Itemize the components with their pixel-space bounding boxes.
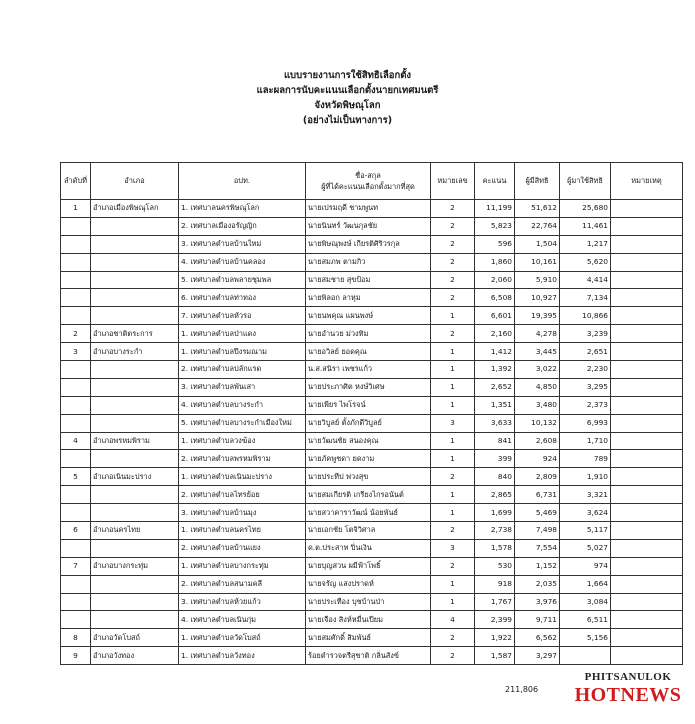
table-row xyxy=(61,450,683,468)
cell-eligible: 7,498 xyxy=(515,522,560,540)
cell-voted: 6,993 xyxy=(560,414,611,432)
cell-district: อำเภอวัดโบสถ์ xyxy=(91,629,179,647)
cell-voted: 4,414 xyxy=(560,271,611,289)
cell-note xyxy=(611,539,683,557)
cell-voted: 1,710 xyxy=(560,432,611,450)
cell-ballot: 2 xyxy=(431,217,475,235)
cell-district xyxy=(91,539,179,557)
cell-voted: 2,373 xyxy=(560,396,611,414)
cell-eligible: 7,554 xyxy=(515,539,560,557)
cell-voted: 3,295 xyxy=(560,378,611,396)
cell-candidate: นายประทีป พ่วงสุข xyxy=(306,468,431,486)
table-row xyxy=(61,200,683,218)
cell-no xyxy=(61,235,91,253)
cell-district: อำเภอเมืองพิษณุโลก xyxy=(91,200,179,218)
cell-district xyxy=(91,378,179,396)
table-row xyxy=(61,504,683,522)
cell-district xyxy=(91,575,179,593)
cell-no xyxy=(61,217,91,235)
cell-eligible: 10,132 xyxy=(515,414,560,432)
cell-votes: 1,860 xyxy=(475,253,515,271)
cell-voted: 3,624 xyxy=(560,504,611,522)
cell-district xyxy=(91,414,179,432)
cell-eligible: 4,278 xyxy=(515,325,560,343)
cell-votes: 1,412 xyxy=(475,343,515,361)
cell-note xyxy=(611,361,683,379)
cell-candidate: นายจรัญ แสงปราดห์ xyxy=(306,575,431,593)
cell-eligible: 6,562 xyxy=(515,629,560,647)
col-header-candidate xyxy=(306,163,431,200)
cell-ballot: 1 xyxy=(431,593,475,611)
report-status: (อย่างไม่เป็นทางการ) xyxy=(302,115,393,126)
cell-ballot: 2 xyxy=(431,468,475,486)
cell-votes: 2,865 xyxy=(475,486,515,504)
cell-note xyxy=(611,235,683,253)
cell-voted: 3,084 xyxy=(560,593,611,611)
cell-ballot: 2 xyxy=(431,522,475,540)
table-row xyxy=(61,289,683,307)
cell-voted xyxy=(560,647,611,665)
cell-candidate: น.ส.สนิรา เพชรแก้ว xyxy=(306,361,431,379)
cell-ballot: 2 xyxy=(431,235,475,253)
cell-eligible: 10,161 xyxy=(515,253,560,271)
cell-votes: 5,823 xyxy=(475,217,515,235)
cell-votes: 11,199 xyxy=(475,200,515,218)
cell-no: 6 xyxy=(61,522,91,540)
cell-district xyxy=(91,271,179,289)
cell-eligible: 22,764 xyxy=(515,217,560,235)
report-title: แบบรายงานการใช้สิทธิเลือกตั้ง xyxy=(283,70,412,81)
watermark-line1: PHITSANULOK xyxy=(584,671,672,683)
cell-candidate: ร้อยตำรวจตรีสุชาติ กลิ่นสังข์ xyxy=(306,647,431,665)
cell-votes: 2,738 xyxy=(475,522,515,540)
cell-district: อำเภอวังทอง xyxy=(91,647,179,665)
report-subtitle: และผลการนับคะแนนเลือกตั้งนายกเทศมนตรี xyxy=(256,85,439,96)
cell-note xyxy=(611,217,683,235)
table-row xyxy=(61,271,683,289)
cell-note xyxy=(611,343,683,361)
cell-municipality: 1. เทศบาลตำบลนครไทย xyxy=(179,522,306,540)
cell-ballot: 3 xyxy=(431,414,475,432)
cell-district xyxy=(91,289,179,307)
cell-district xyxy=(91,235,179,253)
cell-no: 7 xyxy=(61,557,91,575)
cell-candidate: นายเจือง สิงห์หมื่นเปียม xyxy=(306,611,431,629)
table-row xyxy=(61,343,683,361)
cell-votes: 3,633 xyxy=(475,414,515,432)
cell-candidate: นายเอกชัย โตจิวิศาล xyxy=(306,522,431,540)
cell-ballot: 1 xyxy=(431,378,475,396)
cell-municipality: 2. เทศบาลตำบลไทรย้อย xyxy=(179,486,306,504)
cell-votes: 530 xyxy=(475,557,515,575)
table-row xyxy=(61,629,683,647)
table-row xyxy=(61,217,683,235)
table-row xyxy=(61,486,683,504)
col-header-votes: คะแนน xyxy=(475,163,515,200)
cell-no: 3 xyxy=(61,343,91,361)
cell-no: 4 xyxy=(61,432,91,450)
cell-votes: 2,060 xyxy=(475,271,515,289)
cell-municipality: 2. เทศบาลตำบลพรหมพิราม xyxy=(179,450,306,468)
cell-district: อำเภอบางระกำ xyxy=(91,343,179,361)
cell-ballot: 2 xyxy=(431,557,475,575)
cell-municipality: 1. เทศบาลตำบลปึงรมณาม xyxy=(179,343,306,361)
cell-district xyxy=(91,361,179,379)
cell-candidate: นายสมเกียรติ เกรียงไกรอนันต์ xyxy=(306,486,431,504)
cell-votes: 1,587 xyxy=(475,647,515,665)
cell-district xyxy=(91,253,179,271)
cell-votes: 2,652 xyxy=(475,378,515,396)
cell-note xyxy=(611,432,683,450)
cell-ballot: 1 xyxy=(431,432,475,450)
table-row xyxy=(61,253,683,271)
cell-votes: 2,160 xyxy=(475,325,515,343)
cell-voted: 6,511 xyxy=(560,611,611,629)
cell-candidate: นายสมศักดิ์ สิมพันธ์ xyxy=(306,629,431,647)
table-row xyxy=(61,539,683,557)
cell-no: 5 xyxy=(61,468,91,486)
results-table xyxy=(60,162,683,665)
cell-voted: 7,134 xyxy=(560,289,611,307)
cell-ballot: 2 xyxy=(431,271,475,289)
cell-votes: 1,578 xyxy=(475,539,515,557)
cell-note xyxy=(611,486,683,504)
cell-note xyxy=(611,325,683,343)
cell-ballot: 1 xyxy=(431,307,475,325)
cell-note xyxy=(611,450,683,468)
table-row xyxy=(61,325,683,343)
cell-no: 8 xyxy=(61,629,91,647)
cell-voted: 5,620 xyxy=(560,253,611,271)
cell-candidate: นายอวิลย์ ยอดคุณ xyxy=(306,343,431,361)
table-row xyxy=(61,361,683,379)
cell-eligible: 51,612 xyxy=(515,200,560,218)
table-row xyxy=(61,647,683,665)
cell-eligible: 6,731 xyxy=(515,486,560,504)
table-row xyxy=(61,396,683,414)
col-header-candidate-line1: ชื่อ-สกุล xyxy=(355,171,381,180)
report-province: จังหวัดพิษณุโลก xyxy=(314,100,381,111)
cell-voted: 789 xyxy=(560,450,611,468)
table-row xyxy=(61,522,683,540)
cell-district xyxy=(91,486,179,504)
col-header-ballot: หมายเลข xyxy=(431,163,475,200)
cell-municipality: 2. เทศบาลเมืองอรัญญิก xyxy=(179,217,306,235)
cell-eligible: 924 xyxy=(515,450,560,468)
cell-eligible: 9,711 xyxy=(515,611,560,629)
cell-note xyxy=(611,378,683,396)
cell-candidate: นายภัคพูชดา ยดงาม xyxy=(306,450,431,468)
table-row xyxy=(61,611,683,629)
cell-ballot: 1 xyxy=(431,361,475,379)
cell-candidate: ด.ต.ประสาท ปิ่นเงิน xyxy=(306,539,431,557)
cell-eligible: 1,504 xyxy=(515,235,560,253)
table-row xyxy=(61,378,683,396)
cell-voted: 5,117 xyxy=(560,522,611,540)
cell-candidate: นายประภาศิต หงษ์วิเศษ xyxy=(306,378,431,396)
cell-note xyxy=(611,289,683,307)
cell-district: อำเภอบางกระทุ่ม xyxy=(91,557,179,575)
table-row xyxy=(61,432,683,450)
cell-ballot: 1 xyxy=(431,396,475,414)
cell-voted: 2,230 xyxy=(560,361,611,379)
cell-district: อำเภอนครไทย xyxy=(91,522,179,540)
cell-votes: 596 xyxy=(475,235,515,253)
cell-eligible: 2,809 xyxy=(515,468,560,486)
cell-votes: 1,699 xyxy=(475,504,515,522)
cell-candidate: นายเปรมฤดี ชามพูนท xyxy=(306,200,431,218)
cell-candidate: นายประเทือง บุชบ้านป่า xyxy=(306,593,431,611)
cell-no xyxy=(61,361,91,379)
cell-municipality: 1. เทศบาลนครพิษณุโลก xyxy=(179,200,306,218)
cell-municipality: 4. เทศบาลตำบลเนินกุ่ม xyxy=(179,611,306,629)
cell-eligible: 3,297 xyxy=(515,647,560,665)
cell-eligible: 2,035 xyxy=(515,575,560,593)
cell-ballot: 2 xyxy=(431,325,475,343)
cell-note xyxy=(611,557,683,575)
cell-eligible: 10,927 xyxy=(515,289,560,307)
cell-ballot: 1 xyxy=(431,486,475,504)
cell-no xyxy=(61,414,91,432)
cell-district: อำเภอเนินมะปราง xyxy=(91,468,179,486)
cell-ballot: 1 xyxy=(431,343,475,361)
cell-no xyxy=(61,486,91,504)
cell-votes: 1,351 xyxy=(475,396,515,414)
cell-ballot: 2 xyxy=(431,647,475,665)
cell-eligible: 3,480 xyxy=(515,396,560,414)
cell-municipality: 1. เทศบาลตำบลวัดโบสถ์ xyxy=(179,629,306,647)
cell-note xyxy=(611,504,683,522)
cell-candidate: นายบุญสวน ผมีฟ้าโพธิ์ xyxy=(306,557,431,575)
cell-note xyxy=(611,271,683,289)
cell-voted: 1,910 xyxy=(560,468,611,486)
cell-ballot: 2 xyxy=(431,289,475,307)
table-row xyxy=(61,593,683,611)
cell-no xyxy=(61,539,91,557)
cell-ballot: 1 xyxy=(431,575,475,593)
col-header-note: หมายเหตุ xyxy=(611,163,683,200)
cell-votes: 1,392 xyxy=(475,361,515,379)
cell-ballot: 4 xyxy=(431,611,475,629)
table-row xyxy=(61,235,683,253)
cell-votes: 841 xyxy=(475,432,515,450)
cell-no: 1 xyxy=(61,200,91,218)
col-header-municipality: อปท. xyxy=(179,163,306,200)
table-header-row xyxy=(61,163,683,200)
cell-votes: 918 xyxy=(475,575,515,593)
cell-no: 9 xyxy=(61,647,91,665)
cell-ballot: 1 xyxy=(431,450,475,468)
cell-no xyxy=(61,575,91,593)
cell-note xyxy=(611,575,683,593)
cell-votes: 399 xyxy=(475,450,515,468)
cell-municipality: 7. เทศบาลตำบลหัวรอ xyxy=(179,307,306,325)
table-body xyxy=(61,200,683,665)
cell-voted: 3,239 xyxy=(560,325,611,343)
cell-candidate: นายสมชาย สุขป้อม xyxy=(306,271,431,289)
cell-votes: 2,399 xyxy=(475,611,515,629)
cell-candidate: นายวิบูลย์ ตั้งภักดีวิบูลย์ xyxy=(306,414,431,432)
cell-no xyxy=(61,253,91,271)
cell-eligible: 2,608 xyxy=(515,432,560,450)
cell-district xyxy=(91,396,179,414)
cell-voted: 25,680 xyxy=(560,200,611,218)
cell-voted: 5,027 xyxy=(560,539,611,557)
watermark-line2: HOTNEWS xyxy=(574,684,682,706)
cell-no xyxy=(61,289,91,307)
cell-no xyxy=(61,378,91,396)
cell-candidate: นายสมภพ ตามกิว xyxy=(306,253,431,271)
cell-note xyxy=(611,414,683,432)
cell-ballot: 3 xyxy=(431,539,475,557)
cell-ballot: 1 xyxy=(431,504,475,522)
col-header-candidate-line2: ผู้ที่ได้คะแนนเลือกตั้งมากที่สุด xyxy=(321,182,415,191)
cell-municipality: 1. เทศบาลตำบลป่าแดง xyxy=(179,325,306,343)
cell-votes: 6,508 xyxy=(475,289,515,307)
cell-municipality: 3. เทศบาลตำบลบ้านมุง xyxy=(179,504,306,522)
cell-eligible: 3,445 xyxy=(515,343,560,361)
col-header-eligible: ผู้มีสิทธิ xyxy=(515,163,560,200)
cell-voted: 10,866 xyxy=(560,307,611,325)
cell-municipality: 2. เทศบาลตำบลปลักแรด xyxy=(179,361,306,379)
cell-eligible: 5,469 xyxy=(515,504,560,522)
table-row xyxy=(61,575,683,593)
cell-municipality: 4. เทศบาลตำบลบางระกำ xyxy=(179,396,306,414)
cell-eligible: 5,910 xyxy=(515,271,560,289)
watermark-logo xyxy=(566,671,690,706)
cell-district xyxy=(91,593,179,611)
cell-note xyxy=(611,253,683,271)
cell-municipality: 1. เทศบาลตำบลวงฆ้อง xyxy=(179,432,306,450)
cell-district xyxy=(91,450,179,468)
cell-votes: 1,922 xyxy=(475,629,515,647)
cell-eligible: 1,152 xyxy=(515,557,560,575)
cell-candidate: นายพิลอก ลาหุม xyxy=(306,289,431,307)
cell-candidate: นายอำนวย ม่วงทิม xyxy=(306,325,431,343)
cell-municipality: 2. เทศบาลตำบลสนามคลี xyxy=(179,575,306,593)
cell-voted: 11,461 xyxy=(560,217,611,235)
cell-candidate: นายวัฒนชัย สนองคุณ xyxy=(306,432,431,450)
cell-municipality: 4. เทศบาลตำบลบ้านคลอง xyxy=(179,253,306,271)
cell-municipality: 1. เทศบาลตำบลวังทอง xyxy=(179,647,306,665)
cell-municipality: 1. เทศบาลตำบลบางกระทุ่ม xyxy=(179,557,306,575)
cell-votes: 6,601 xyxy=(475,307,515,325)
cell-candidate: นายสวาคาราวัฒน์ น้อยพันธ์ xyxy=(306,504,431,522)
cell-no xyxy=(61,396,91,414)
cell-municipality: 6. เทศบาลตำบลท่าทอง xyxy=(179,289,306,307)
cell-ballot: 2 xyxy=(431,200,475,218)
cell-note xyxy=(611,396,683,414)
cell-eligible: 3,976 xyxy=(515,593,560,611)
cell-note xyxy=(611,468,683,486)
cell-municipality: 1. เทศบาลตำบลเนินมะปราง xyxy=(179,468,306,486)
total-votes: 211,806 xyxy=(505,685,539,694)
cell-note xyxy=(611,307,683,325)
cell-note xyxy=(611,647,683,665)
col-header-no: ลำดับที่ xyxy=(61,163,91,200)
cell-voted: 3,321 xyxy=(560,486,611,504)
cell-note xyxy=(611,522,683,540)
cell-no xyxy=(61,593,91,611)
cell-votes: 840 xyxy=(475,468,515,486)
cell-municipality: 3. เทศบาลตำบลบ้านใหม่ xyxy=(179,235,306,253)
cell-district xyxy=(91,217,179,235)
cell-district xyxy=(91,504,179,522)
cell-note xyxy=(611,611,683,629)
col-header-voted: ผู้มาใช้สิทธิ xyxy=(560,163,611,200)
cell-ballot: 2 xyxy=(431,629,475,647)
cell-voted: 5,156 xyxy=(560,629,611,647)
cell-municipality: 3. เทศบาลตำบลห้วยแก้ว xyxy=(179,593,306,611)
cell-note xyxy=(611,200,683,218)
cell-voted: 2,651 xyxy=(560,343,611,361)
cell-district xyxy=(91,611,179,629)
cell-no: 2 xyxy=(61,325,91,343)
cell-no xyxy=(61,271,91,289)
cell-eligible: 4,850 xyxy=(515,378,560,396)
cell-eligible: 3,022 xyxy=(515,361,560,379)
cell-no xyxy=(61,307,91,325)
cell-candidate: นายนพคุณ แผนพงษ์ xyxy=(306,307,431,325)
cell-district: อำเภอพรหมพิราม xyxy=(91,432,179,450)
cell-ballot: 2 xyxy=(431,253,475,271)
cell-votes: 1,767 xyxy=(475,593,515,611)
cell-municipality: 5. เทศบาลตำบลบางระกำเมืองใหม่ xyxy=(179,414,306,432)
col-header-district: อำเภอ xyxy=(91,163,179,200)
cell-municipality: 5. เทศบาลตำบลพลายชุมพล xyxy=(179,271,306,289)
table-row xyxy=(61,307,683,325)
cell-voted: 1,664 xyxy=(560,575,611,593)
cell-no xyxy=(61,450,91,468)
cell-district xyxy=(91,307,179,325)
cell-no xyxy=(61,504,91,522)
cell-district: อำเภอชาติตระการ xyxy=(91,325,179,343)
cell-note xyxy=(611,593,683,611)
cell-note xyxy=(611,629,683,647)
cell-voted: 1,217 xyxy=(560,235,611,253)
cell-municipality: 2. เทศบาลตำบลบ้านแยง xyxy=(179,539,306,557)
cell-no xyxy=(61,611,91,629)
cell-candidate: นายพิษณุพงษ์ เกียรติศิริวรกุล xyxy=(306,235,431,253)
cell-voted: 974 xyxy=(560,557,611,575)
cell-candidate: นายนินทร์ วัฒนกุลชัย xyxy=(306,217,431,235)
cell-eligible: 19,395 xyxy=(515,307,560,325)
table-row xyxy=(61,557,683,575)
table-row xyxy=(61,468,683,486)
report-header xyxy=(0,68,695,128)
cell-municipality: 3. เทศบาลตำบลพันเสา xyxy=(179,378,306,396)
cell-candidate: นายเพียร ไพโรจน์ xyxy=(306,396,431,414)
table-row xyxy=(61,414,683,432)
